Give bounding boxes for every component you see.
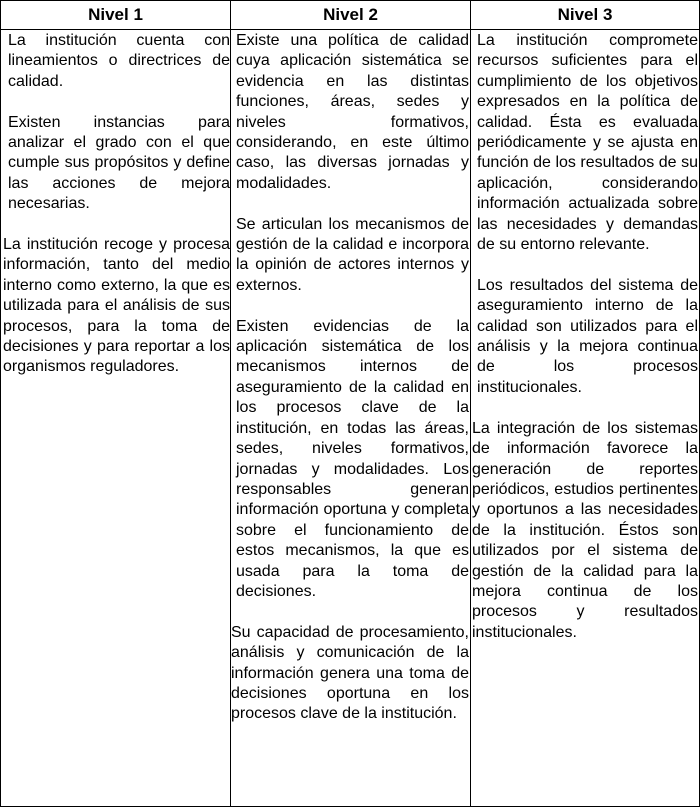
header-nivel-2: Nivel 2 [323,5,378,24]
nivel-3-paragraph-2: Los resultados del sistema de aseguramiento interno de la calidad son utilizados para el análisis y la mejora continua de los procesos institucionales. [477,276,698,396]
header-nivel-1: Nivel 1 [88,5,143,24]
nivel-3-paragraph-1: La institución compromete recursos suficientes para el cumplimiento de los objetivos expresados en la política de calidad. Ésta es evaluada periódicamente y se ajusta en función de los resultados de su aplicación, considerando información actualizada sobre las necesidades y demandas de su entorno relevante. [477,32,698,254]
column-nivel-1 [3,31,230,806]
nivel-1-paragraph-1: La institución cuenta con lineamientos o directrices de calidad. [8,32,230,90]
nivel-2-paragraph-4: Su capacidad de procesamiento, análisis y comunicación de la información genera una toma de decisiones oportuna en los procesos clave de la institución. [231,623,469,723]
nivel-1-paragraph-2: Existen instancias para analizar el grado con el que cumple sus propósitos y define las acciones de mejora necesarias. [8,113,230,213]
nivel-1-paragraph-3: La institución recoge y procesa información, tanto del medio interno como externo, la que es utilizada para el análisis de sus procesos, para la toma de decisiones y para reportar a los organismos reguladores. [3,236,230,376]
column-nivel-3 [472,31,698,806]
column-nivel-2 [231,31,469,806]
nivel-3-paragraph-3: La integración de los sistemas de información favorece la generación de reportes periódicos, estudios pertinentes y oportunos a las necesidades de la institución. Éstos son utilizados por el sistema de gestión de la calidad para la mejora continua de los procesos y resultados institucionales. [472,419,698,641]
header-nivel-3: Nivel 3 [557,5,613,24]
header-divider [1,29,699,30]
nivel-2-paragraph-1: Existe una política de calidad cuya aplicación sistemática se evidencia en las distintas funciones, áreas, sedes y niveles formativos, considerando, en este último caso, las diversas jornadas y modalidades. [236,32,469,192]
column-divider [470,1,471,806]
nivel-2-paragraph-3: Existen evidencias de la aplicación sistemática de los mecanismos internos de aseguramiento de la calidad en los procesos clave de la institución, en todas las áreas, sedes, niveles formativos, jornadas y modalidades. Los responsables generan información oportuna y completa sobre el funcionamiento de estos mecanismos, la que es usada para la toma de decisiones. [236,317,469,600]
nivel-2-paragraph-2: Se articulan los mecanismos de gestión de la calidad e incorpora la opinión de actores internos y externos. [236,215,469,294]
